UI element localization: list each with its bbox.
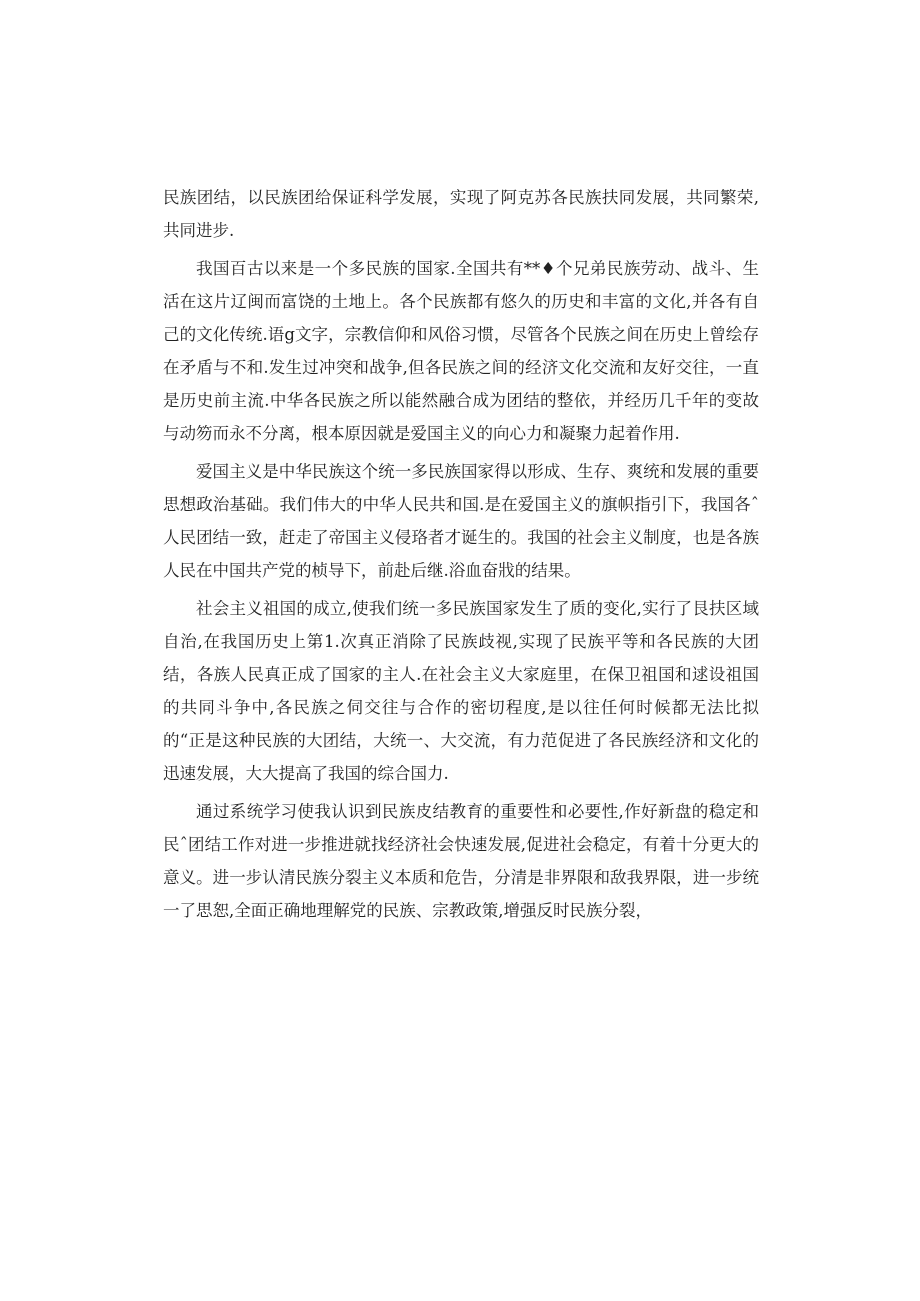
document-body: [163, 181, 759, 932]
paragraph-3: 爱国主义是中华民族这个统一多民族国家得以形成、生存、爽统和发展的重要思想政治基础。我们伟大的中华人民共和国.是在爱国主义的旗帜指引下，我国各ˆ人民团结一致，赶走了帝国主义侵珞者才诞生的。我国的社会主义制度，也是各族人民在中国共产党的桢导下，前赴后继.浴血奋戕的结果。: [163, 462, 759, 580]
paragraph-5: 通过系统学习使我认识到民族皮结教育的重要性和必要性,作好新盘的稳定和民ˆ团结工作对进一步推进就找经济社会快速发展,促进社会稳定，有着十分更大的意义。进一步认清民族分裂主义本质和危告，分清是非界限和敌我界限，进一步统一了思恕,全面正确地理解党的民族、宗教政策,增强反时民族分裂，: [163, 802, 759, 920]
paragraph-2: 我国百古以来是一个多民族的国家.全国共有**♦个兄弟民族劳动、战斗、生活在这片辽闽而富饶的土地上。各个民族都有悠久的历史和丰富的文化,并各有自己的文化传统.语g文字，宗教信仰和风俗习惯，尽管各个民族之间在历史上曾绘存在矛盾与不和.发生过冲突和战争,但各民族之间的经济文化交流和友好交往，一直是历史前主流.中华各民族之所以能然融合成为团结的整依，并经历几千年的变故与动笏而永不分离，根本原因就是爱国主义的向心力和凝聚力起着作用.: [163, 259, 759, 443]
paragraph-4: 社会主义祖国的成立,使我们统一多民族国家发生了质的变化,实行了艮扶区域自治,在我国历史上第1.次真正消除了民族歧视,实现了民族平等和各民族的大团结，各族人民真正成了国家的主人.在社会主义大家庭里，在保卫祖国和逑设祖国的共同斗争中,各民族之伺交往与合作的密切程度,是以往任何时候都无法比拟的“正是这种民族的大团结，大统一、大交流，有力范促进了各民族经济和文化的迅速发展，大大提高了我国的综合国力.: [163, 599, 759, 783]
paragraph-1: 民族团结，以民族团给保证科学发展，实现了阿克苏各民族扶同发展，共同繁荣,共同进步.: [163, 188, 759, 240]
